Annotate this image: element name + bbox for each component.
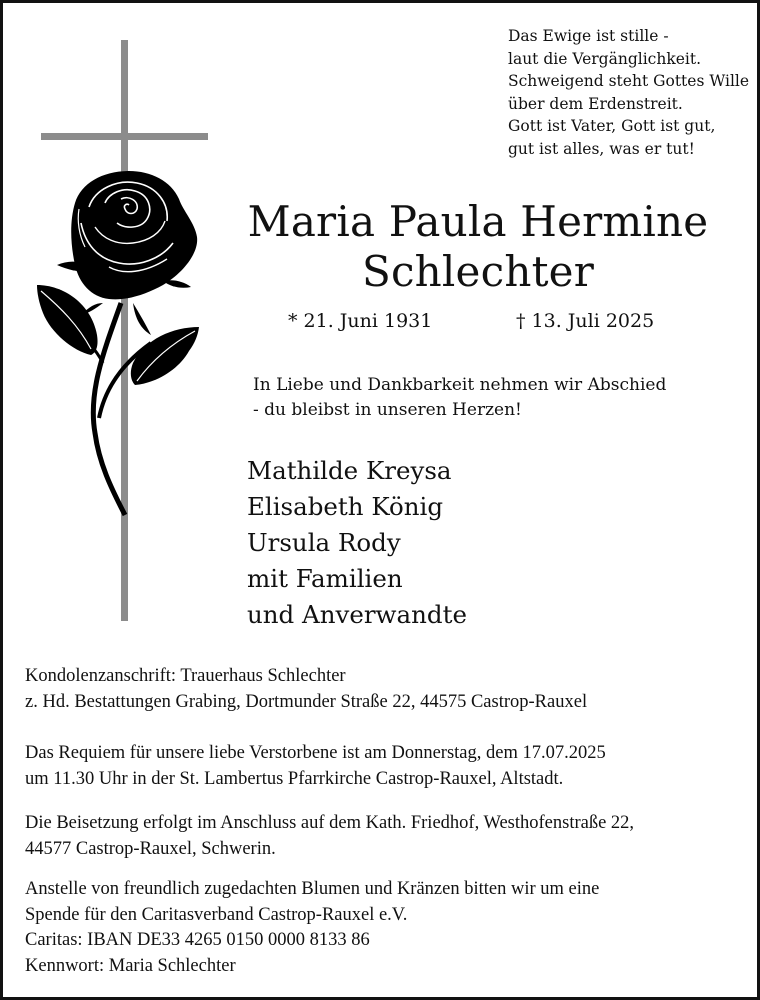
poem-line: Gott ist Vater, Gott ist gut,: [508, 117, 716, 136]
deceased-surname: Schlechter: [361, 247, 594, 296]
poem-line: gut ist alles, was er tut!: [508, 139, 695, 158]
mourner-name: Mathilde Kreysa: [247, 456, 452, 485]
requiem-line: Das Requiem für unsere liebe Verstorbene ist am Donnerstag, dem 17.07.2025: [25, 743, 606, 763]
farewell-line: In Liebe und Dankbarkeit nehmen wir Abschied: [253, 375, 667, 395]
birth-date: * 21. Juni 1931: [288, 310, 433, 332]
requiem-line: um 11.30 Uhr in der St. Lambertus Pfarrkirche Castrop-Rauxel, Altstadt.: [25, 768, 564, 789]
poem: [508, 25, 749, 161]
mourner-name: Elisabeth König: [247, 492, 444, 521]
condolence-line: z. Hd. Bestattungen Grabing, Dortmunder Straße 22, 44575 Castrop-Rauxel: [25, 692, 588, 712]
poem-line: Schweigend steht Gottes Wille: [508, 72, 750, 91]
mourner-name: mit Familien: [247, 564, 403, 593]
mourner-name: Ursula Rody: [247, 528, 401, 557]
cross-icon-horizontal-bar: [41, 133, 208, 140]
deceased-name: [243, 197, 713, 297]
condolence-address: [25, 663, 587, 715]
donation-keyword: Kennwort: Maria Schlechter: [25, 955, 236, 976]
farewell-line: - du bleibst in unseren Herzen!: [253, 400, 522, 420]
mourner-name: und Anverwandte: [247, 600, 467, 629]
mourners-list: [247, 453, 467, 633]
burial-info: [25, 811, 743, 862]
poem-line: laut die Vergänglichkeit.: [508, 49, 701, 68]
donation-line: Anstelle von freundlich zugedachten Blumen und Kränzen bitten wir um eine: [25, 879, 600, 899]
death-date: † 13. Juli 2025: [516, 310, 655, 332]
donation-iban: Caritas: IBAN DE33 4265 0150 0000 8133 86: [25, 930, 370, 950]
rose-icon: [33, 163, 213, 523]
burial-line: 44577 Castrop-Rauxel, Schwerin.: [25, 838, 276, 859]
poem-line: über dem Erdenstreit.: [508, 94, 683, 113]
deceased-given-names: Maria Paula Hermine: [247, 197, 709, 246]
poem-line: Das Ewige ist stille -: [508, 27, 669, 45]
burial-line: Die Beisetzung erfolgt im Anschluss auf dem Kath. Friedhof, Westhofenstraße 22,: [25, 813, 635, 833]
farewell-message: [253, 373, 666, 423]
donation-line: Spende für den Caritasverband Castrop-Rauxel e.V.: [25, 904, 408, 925]
requiem-info: [25, 741, 743, 792]
donation-info: [25, 877, 743, 979]
condolence-line: Kondolenzanschrift: Trauerhaus Schlechter: [25, 666, 346, 686]
